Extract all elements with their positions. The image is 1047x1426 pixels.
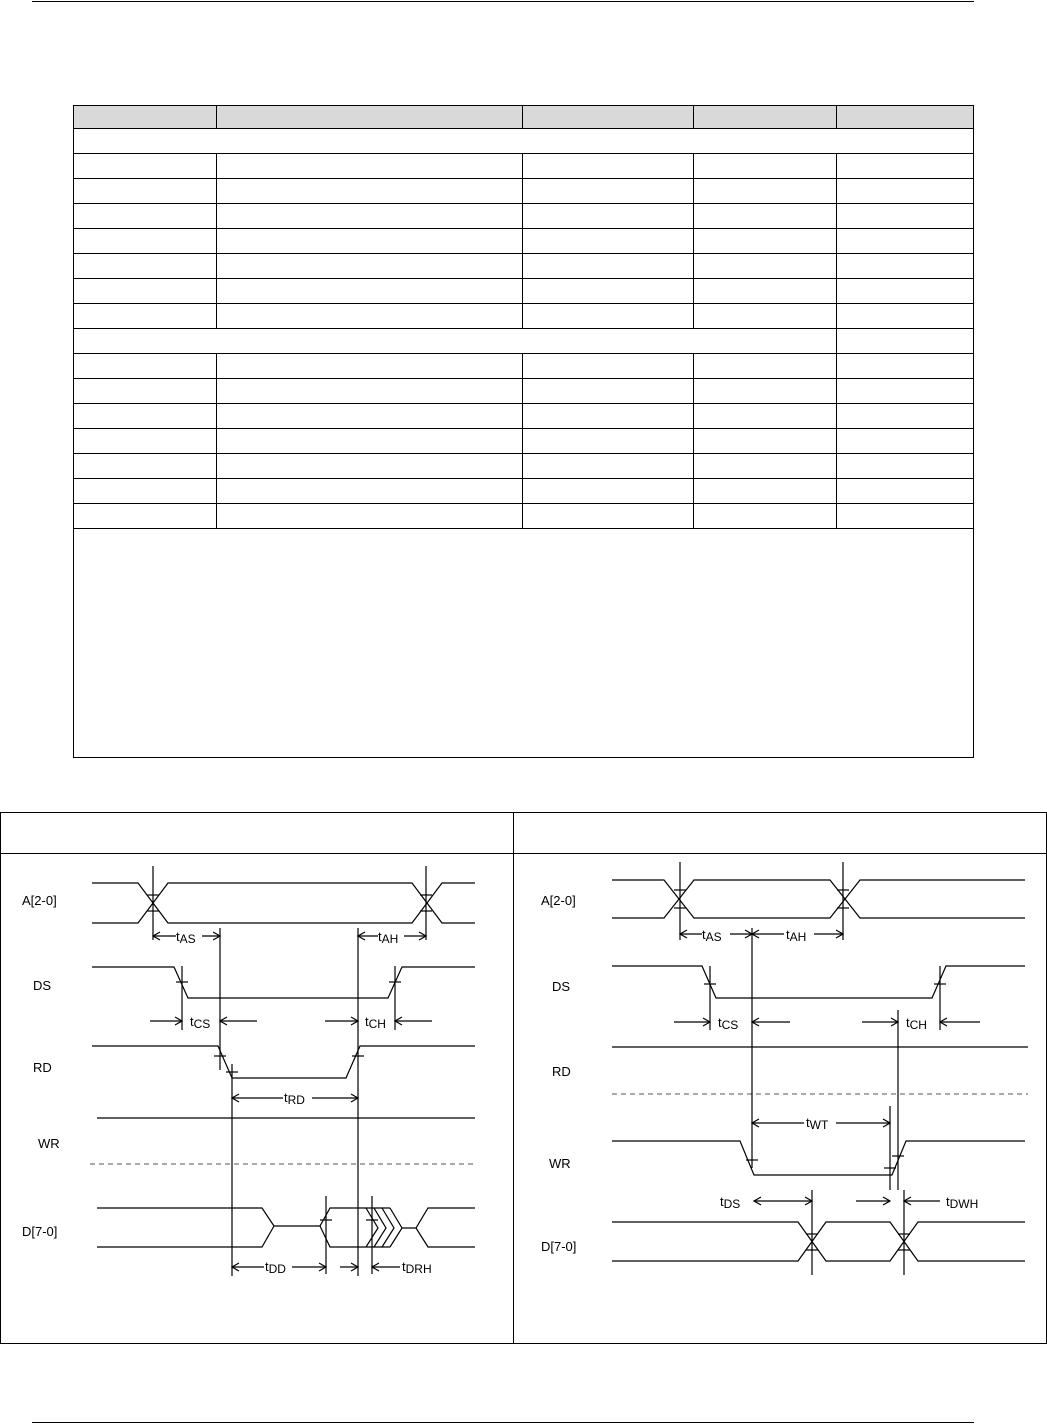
ds-waveform [612, 966, 1025, 1030]
signal-label-ds: DS [552, 979, 571, 994]
timing-label-tDRH-subscript: DRH [405, 1262, 432, 1276]
svg-text:tAS [702, 927, 722, 944]
timing-label-tDRH: t [402, 1259, 406, 1274]
svg-text:tAH [786, 927, 806, 944]
svg-text:tDD [265, 1259, 286, 1276]
timing-label-tRD: t [284, 1090, 288, 1105]
footer-rule [32, 1422, 974, 1423]
signal-label-wr: WR [549, 1156, 571, 1171]
timing-label-tAH-subscript: AH [381, 932, 399, 946]
tCS-read-annotation [150, 1014, 257, 1031]
timing-label-tDWH-subscript: DWH [949, 1197, 979, 1211]
tCH-write-annotation [862, 1015, 980, 1032]
tWT-annotation [752, 1115, 890, 1132]
timing-label-tCH-subscript: CH [368, 1017, 386, 1031]
tDWH-annotation [856, 1194, 978, 1211]
signal-label-data: D[7-0] [541, 1239, 577, 1254]
signal-label-addr: A[2-0] [541, 893, 576, 908]
rd-waveform [612, 1047, 1028, 1094]
svg-text:tAH [378, 929, 398, 946]
tDRH-annotation [372, 1259, 432, 1276]
svg-text:tWT [806, 1115, 829, 1132]
timing-label-tWT-subscript: WT [809, 1118, 829, 1132]
svg-text:tDRH [402, 1259, 432, 1276]
tAH-read-annotation [358, 929, 426, 946]
signal-label-rd: RD [552, 1064, 571, 1079]
timing-label-tCS-subscript: CS [721, 1018, 739, 1032]
tCS-write-annotation [674, 1015, 790, 1032]
signal-label-addr: A[2-0] [22, 893, 57, 908]
timing-label-tCS-subscript: CS [193, 1017, 211, 1031]
timing-label-tDS-subscript: DS [723, 1197, 741, 1211]
timing-label-tAH: t [786, 927, 790, 942]
signal-label-wr: WR [38, 1136, 60, 1151]
signal-label-rd: RD [33, 1060, 52, 1075]
signal-label-ds: DS [33, 978, 52, 993]
svg-text:tAS [176, 929, 196, 946]
timing-label-tAH: t [378, 929, 382, 944]
svg-text:tDWH [946, 1194, 978, 1211]
svg-text:tCH [365, 1014, 386, 1031]
tAS-write-annotation [680, 927, 752, 944]
timing-label-tAS: t [176, 929, 180, 944]
svg-text:tCH [906, 1015, 927, 1032]
addr-waveform [92, 866, 475, 940]
tAS-read-annotation [153, 929, 220, 946]
addr-waveform [612, 862, 1025, 940]
wr-waveform [90, 1118, 475, 1164]
timing-label-tCH: t [365, 1014, 369, 1029]
timing-label-tAS: t [702, 927, 706, 942]
timing-label-tDWH: t [946, 1194, 950, 1209]
signal-label-data: D[7-0] [22, 1224, 58, 1239]
timing-label-tDS: t [720, 1194, 724, 1209]
svg-text:tRD [284, 1090, 305, 1107]
timing-label-tCH: t [906, 1015, 910, 1030]
write-cycle-diagram [541, 862, 1028, 1275]
timing-label-tCH-subscript: CH [909, 1018, 927, 1032]
timing-label-tRD-subscript: RD [287, 1093, 305, 1107]
read-cycle-diagram [22, 866, 475, 1276]
timing-label-tCS: t [718, 1015, 722, 1030]
timing-label-tCS: t [190, 1014, 194, 1029]
svg-text:tCS [718, 1015, 738, 1032]
timing-label-tDD-subscript: DD [268, 1262, 286, 1276]
tRD-annotation [232, 1090, 358, 1107]
tDS-annotation [720, 1194, 812, 1211]
tAH-write-annotation [752, 927, 843, 944]
tCH-read-annotation [325, 1014, 432, 1031]
timing-label-tAH-subscript: AH [789, 930, 807, 944]
tDD-annotation [232, 1259, 358, 1276]
timing-label-tAS-subscript: AS [179, 932, 196, 946]
timing-label-tWT: t [806, 1115, 810, 1130]
wr-waveform [612, 928, 1025, 1275]
svg-text:tCS [190, 1014, 210, 1031]
svg-text:tDS [720, 1194, 740, 1211]
timing-label-tDD: t [265, 1259, 269, 1274]
timing-label-tAS-subscript: AS [705, 930, 722, 944]
